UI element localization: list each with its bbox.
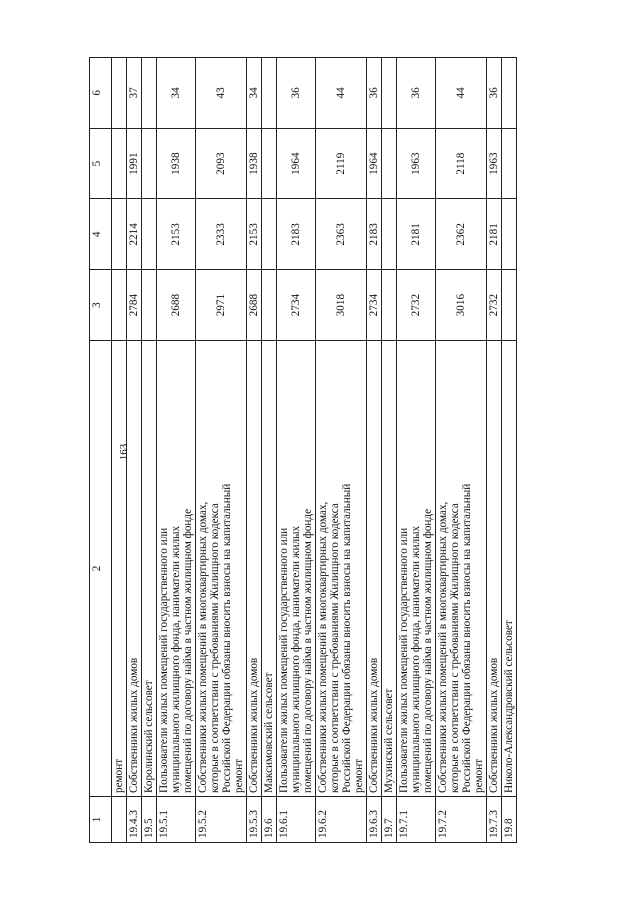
description-line: Российской Федерации обязаны вносить взносы на капитальный	[341, 483, 353, 793]
column-number: 2	[90, 341, 112, 797]
row-description	[382, 341, 397, 797]
description-line: Собственники жилых домов	[248, 657, 260, 793]
value-cell	[142, 128, 157, 199]
value-cell	[502, 58, 517, 129]
value-cell: 1963	[397, 128, 436, 199]
value-cell: 1938	[247, 128, 262, 199]
value-cell: 2183	[367, 199, 382, 270]
value-cell: 36	[397, 58, 436, 129]
value-cell: 2181	[397, 199, 436, 270]
value-cell: 2734	[367, 270, 382, 341]
table-row	[487, 58, 502, 843]
value-cell	[262, 58, 277, 129]
row-code: 19.4.3	[127, 797, 142, 843]
value-cell: 44	[316, 58, 367, 129]
description-line: которые в соответствии с требованиями Жилищного кодекса	[329, 503, 341, 793]
row-code: 19.5.3	[247, 797, 262, 843]
value-cell: 2181	[487, 199, 502, 270]
row-code: 19.5	[142, 797, 157, 843]
row-description	[487, 341, 502, 797]
description-line: Собственники жилых помещений в многоквартирных домах,	[317, 501, 329, 793]
description-line: муниципального жилищного фонда, наниматели жилых	[410, 525, 422, 793]
value-cell	[382, 270, 397, 341]
description-line: Собственники жилых домов	[128, 657, 140, 793]
row-description	[502, 341, 517, 797]
value-cell	[262, 199, 277, 270]
value-cell: 2118	[436, 128, 487, 199]
row-code: 19.5.1	[157, 797, 196, 843]
row-code: 19.8	[502, 797, 517, 843]
row-code: 19.5.2	[196, 797, 247, 843]
table-row	[436, 58, 487, 843]
description-line: Собственники жилых помещений в многоквартирных домах,	[197, 501, 209, 793]
row-description	[277, 341, 316, 797]
value-cell: 2688	[247, 270, 262, 341]
value-cell	[262, 128, 277, 199]
value-cell: 37	[127, 58, 142, 129]
description-line: ремонт	[113, 758, 125, 793]
value-cell: 2734	[277, 270, 316, 341]
value-cell: 2093	[196, 128, 247, 199]
column-number: 3	[90, 270, 112, 341]
column-number: 6	[90, 58, 112, 129]
rotated-page	[89, 58, 609, 843]
table-row	[196, 58, 247, 843]
description-line: Пользователи жилых помещений государственного или	[158, 527, 170, 793]
description-line: которые в соответствии с требованиями Жилищного кодекса	[449, 503, 461, 793]
description-line: Николо-Александровский сельсовет	[503, 620, 515, 793]
description-line: ремонт	[473, 758, 485, 793]
value-cell	[502, 128, 517, 199]
page-number: 163	[118, 443, 130, 461]
description-line: ремонт	[233, 758, 245, 793]
value-cell	[502, 199, 517, 270]
value-cell: 36	[367, 58, 382, 129]
value-cell	[112, 199, 127, 270]
value-cell: 2153	[247, 199, 262, 270]
description-line: помещений по договору найма в частном жилищном фонде	[302, 508, 314, 793]
value-cell	[142, 270, 157, 341]
description-line: помещений по договору найма в частном жилищном фонде	[422, 508, 434, 793]
value-cell	[112, 270, 127, 341]
row-description	[112, 341, 127, 797]
row-code: 19.6.3	[367, 797, 382, 843]
value-cell	[382, 58, 397, 129]
table-row	[316, 58, 367, 843]
row-code: 19.7.2	[436, 797, 487, 843]
value-cell	[502, 270, 517, 341]
value-cell: 2784	[127, 270, 142, 341]
description-line: Российской Федерации обязаны вносить взносы на капитальный	[461, 483, 473, 793]
column-number: 1	[90, 797, 112, 843]
table-row	[127, 58, 142, 843]
value-cell: 3018	[316, 270, 367, 341]
value-cell: 2119	[316, 128, 367, 199]
value-cell	[112, 128, 127, 199]
value-cell: 36	[277, 58, 316, 129]
value-cell: 1991	[127, 128, 142, 199]
row-code: 19.7	[382, 797, 397, 843]
value-cell: 1964	[367, 128, 382, 199]
value-cell: 2971	[196, 270, 247, 341]
value-cell	[382, 199, 397, 270]
description-line: Собственники жилых помещений в многоквартирных домах,	[437, 501, 449, 793]
description-line: Собственники жилых домов	[368, 657, 380, 793]
row-description	[316, 341, 367, 797]
table-row	[247, 58, 262, 843]
description-line: Собственники жилых домов	[488, 657, 500, 793]
description-line: Максимовский сельсовет	[263, 672, 275, 793]
row-code	[112, 797, 127, 843]
description-line: Королинский сельсовет	[143, 680, 155, 793]
value-cell: 43	[196, 58, 247, 129]
value-cell: 2333	[196, 199, 247, 270]
description-line: муниципального жилищного фонда, наниматели жилых	[290, 525, 302, 793]
column-number-row	[90, 58, 112, 843]
row-description	[262, 341, 277, 797]
value-cell: 2732	[487, 270, 502, 341]
description-line: помещений по договору найма в частном жилищном фонде	[182, 508, 194, 793]
value-cell: 1963	[487, 128, 502, 199]
value-cell: 1964	[277, 128, 316, 199]
row-description	[247, 341, 262, 797]
row-description	[367, 341, 382, 797]
value-cell	[142, 58, 157, 129]
value-cell: 36	[487, 58, 502, 129]
column-number: 4	[90, 199, 112, 270]
row-description	[436, 341, 487, 797]
description-line: Пользователи жилых помещений государственного или	[398, 527, 410, 793]
description-line: муниципального жилищного фонда, наниматели жилых	[170, 525, 182, 793]
value-cell	[382, 128, 397, 199]
table-row	[367, 58, 382, 843]
value-cell: 2363	[316, 199, 367, 270]
description-line: Пользователи жилых помещений государственного или	[278, 527, 290, 793]
table-row	[277, 58, 316, 843]
tariff-table	[89, 57, 517, 843]
description-line: ремонт	[353, 758, 365, 793]
row-code: 19.7.3	[487, 797, 502, 843]
description-line: Российской Федерации обязаны вносить взносы на капитальный	[221, 483, 233, 793]
value-cell: 2688	[157, 270, 196, 341]
row-code: 19.6.2	[316, 797, 367, 843]
row-description	[157, 341, 196, 797]
description-line: Мухинский сельсовет	[383, 688, 395, 793]
value-cell: 2214	[127, 199, 142, 270]
table-row	[397, 58, 436, 843]
value-cell	[112, 58, 127, 129]
table-row	[157, 58, 196, 843]
value-cell: 3016	[436, 270, 487, 341]
value-cell: 2183	[277, 199, 316, 270]
row-code: 19.6	[262, 797, 277, 843]
description-line: которые в соответствии с требованиями Жилищного кодекса	[209, 503, 221, 793]
table-row	[262, 58, 277, 843]
table-row	[112, 58, 127, 843]
row-description	[196, 341, 247, 797]
row-code: 19.6.1	[277, 797, 316, 843]
value-cell: 1938	[157, 128, 196, 199]
row-description	[127, 341, 142, 797]
value-cell: 2153	[157, 199, 196, 270]
row-code: 19.7.1	[397, 797, 436, 843]
row-description	[397, 341, 436, 797]
value-cell: 2732	[397, 270, 436, 341]
value-cell	[262, 270, 277, 341]
value-cell: 44	[436, 58, 487, 129]
value-cell: 34	[157, 58, 196, 129]
value-cell: 2362	[436, 199, 487, 270]
value-cell: 34	[247, 58, 262, 129]
column-number: 5	[90, 128, 112, 199]
value-cell	[142, 199, 157, 270]
table-row	[382, 58, 397, 843]
table-row	[502, 58, 517, 843]
table-row	[142, 58, 157, 843]
row-description	[142, 341, 157, 797]
